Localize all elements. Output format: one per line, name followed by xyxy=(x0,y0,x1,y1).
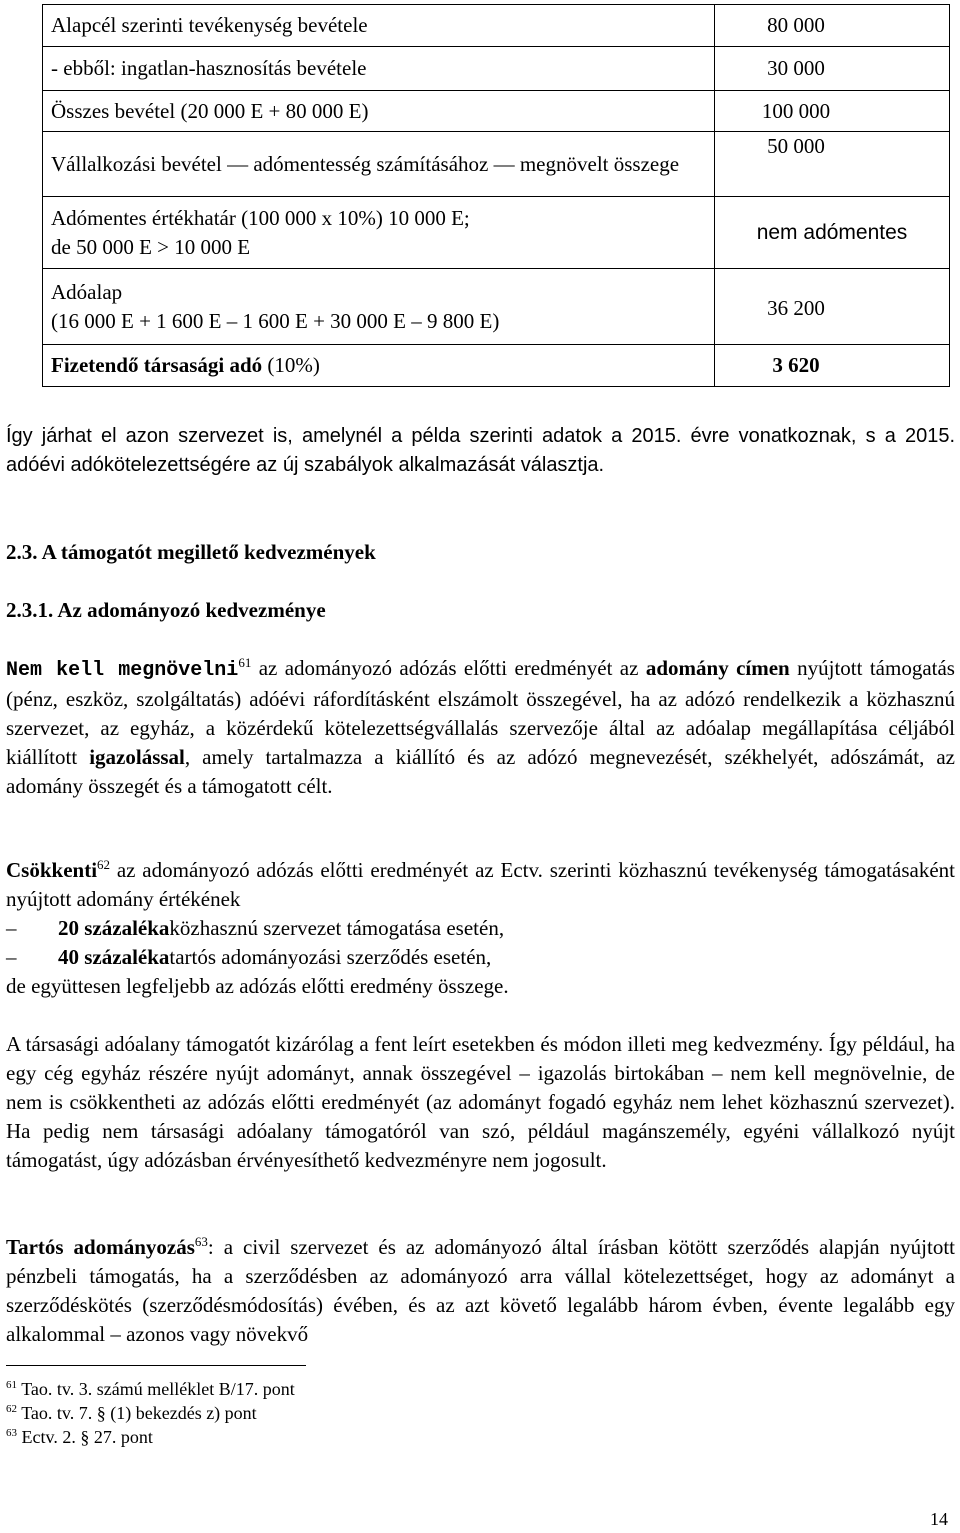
subsection-heading: 2.3.1. Az adományozó kedvezménye xyxy=(6,598,326,622)
lead-bold: Nem kell megnövelni xyxy=(6,659,239,682)
text: az adományozó adózás előtti eredményét az Ectv. szerinti közhasznú tevékenység támogatásaként nyújtott adomány értékének xyxy=(6,858,955,911)
footnote xyxy=(6,1377,295,1401)
table-cell-value: 30 000 xyxy=(715,47,950,91)
text: közhasznú szervezet támogatása esetén, xyxy=(169,916,505,940)
table-cell-label: Vállalkozási bevétel — adómentesség számításához — megnövelt összege xyxy=(43,132,715,197)
lead-bold: Tartós adományozás xyxy=(6,1235,195,1259)
table-row xyxy=(43,345,950,387)
paragraph-corporate: A társasági adóalany támogatót kizárólag a fent leírt esetekben és módon illeti meg kedvezmény. Így például, ha egy cég egyház részére nyújt adományt, annak összegével – igazolás birtokában – nem kell megnövelnie, de nem is csökkentheti az adózás előtti eredményét (az adományt fogadó egyház nem lehet közhasznú szervezet). Ha pedig nem társasági adóalany támogatóról van szó, például magánszemély, egyéni vállalkozó nyújt támogatást, úgy adózásban érvényesíthető kedvezményre nem jogosult. xyxy=(6,1032,955,1172)
table-cell-value xyxy=(715,345,950,387)
intro-paragraph: Így járhat el azon szervezet is, amelynél a példa szerinti adatok a 2015. évre vonatkoznak, s a 2015. adóévi adókötelezettségére az új szabályok alkalmazását választja. xyxy=(6,425,955,476)
table-cell-value: 36 200 xyxy=(715,269,950,345)
table-row xyxy=(43,269,950,345)
list-item xyxy=(6,943,955,972)
bold-text: igazolással xyxy=(89,745,185,769)
footnote-number: 62 xyxy=(6,1403,17,1415)
footnote xyxy=(6,1401,257,1425)
footnote-number: 63 xyxy=(6,1427,17,1439)
footnote-text: Tao. tv. 7. § (1) bekezdés z) pont xyxy=(21,1403,257,1423)
bold-text: 40 százaléka xyxy=(58,945,170,969)
label-line: Adóalap xyxy=(51,279,123,304)
label-rest: (10%) xyxy=(267,353,320,377)
label-line: Adómentes értékhatár (100 000 x 10%) 10 000 E; xyxy=(51,205,470,230)
dash-marker: – xyxy=(6,916,17,940)
table-cell-label: Alapcél szerinti tevékenység bevétele xyxy=(43,5,715,47)
lead-bold: Csökkenti xyxy=(6,858,98,882)
table-cell-value: nem adómentes xyxy=(715,197,950,269)
text: tartós adományozási szerződés esetén, xyxy=(169,945,492,969)
tax-amount: 3 620 xyxy=(772,353,820,377)
table-cell-value: 80 000 xyxy=(715,5,950,47)
text: az adományozó adózás előtti eredményét az xyxy=(251,656,646,680)
table-row xyxy=(43,5,950,47)
footnote-number: 61 xyxy=(6,1379,17,1391)
table-cell-label xyxy=(43,197,715,269)
footnote-text: Ectv. 2. § 27. pont xyxy=(21,1427,153,1447)
page-number: 14 xyxy=(930,1509,948,1529)
list-item xyxy=(6,914,955,943)
table-cell-value: 50 000 xyxy=(715,132,950,197)
bold-text: 20 százaléka xyxy=(58,916,170,940)
text: nyújtott támogatás (pénz, eszköz, szolgáltatás) adóévi ráfordításként elszámolt összegével, ha az adózó rendelkezik a közhasznú szervezet, az egyház, a közérdekű kötelezettségvállalás szervezője által az adóalap megállapítása céljából kiállított xyxy=(6,656,955,769)
paragraph-reduction xyxy=(6,856,955,914)
table-row xyxy=(43,132,950,197)
label-bold: Fizetendő társasági adó xyxy=(51,353,263,377)
paragraph-long-term xyxy=(6,1233,955,1349)
text: : a civil szervezet és az adományozó által írásban kötött szerződés alapján nyújtott pénzbeli támogatás, ha a szerződésben az adományozó arra vállal kötelezettséget, hogy az adományt a szerződéskötés (szerződésmódosítás) évében, és az azt követő legalább három évben, évente legalább egy alkalommal – azonos vagy növekvő xyxy=(6,1235,955,1346)
table-cell-value: 100 000 xyxy=(715,91,950,132)
calculation-table xyxy=(42,4,950,387)
paragraph-donor-benefit xyxy=(6,654,955,801)
label-line: (16 000 E + 1 600 E – 1 600 E + 30 000 E – 9 800 E) xyxy=(51,308,500,333)
text: , amely tartalmazza a kiállító és az adózó megnevezését, székhelyét, adószámát, az adomány összegét és a támogatott célt. xyxy=(6,745,955,798)
bold-text: adomány címen xyxy=(645,656,790,680)
paragraph-tail: de együttesen legfeljebb az adózás előtti eredmény összege. xyxy=(6,974,509,998)
label-line: de 50 000 E > 10 000 E xyxy=(51,234,251,259)
table-row xyxy=(43,47,950,91)
footnote-ref: 63 xyxy=(194,1234,208,1249)
footnote xyxy=(6,1425,153,1449)
footnote-ref: 61 xyxy=(238,655,252,670)
table-cell-label: - ebből: ingatlan-hasznosítás bevétele xyxy=(43,47,715,91)
footnote-text: Tao. tv. 3. számú melléklet B/17. pont xyxy=(21,1379,295,1399)
table-row xyxy=(43,91,950,132)
table-row xyxy=(43,197,950,269)
table-cell-label xyxy=(43,345,715,387)
footnote-ref: 62 xyxy=(97,857,111,872)
section-heading: 2.3. A támogatót megillető kedvezmények xyxy=(6,540,376,564)
dash-marker: – xyxy=(6,945,17,969)
table-cell-label: Összes bevétel (20 000 E + 80 000 E) xyxy=(43,91,715,132)
table-cell-label xyxy=(43,269,715,345)
footnote-divider xyxy=(6,1365,306,1366)
